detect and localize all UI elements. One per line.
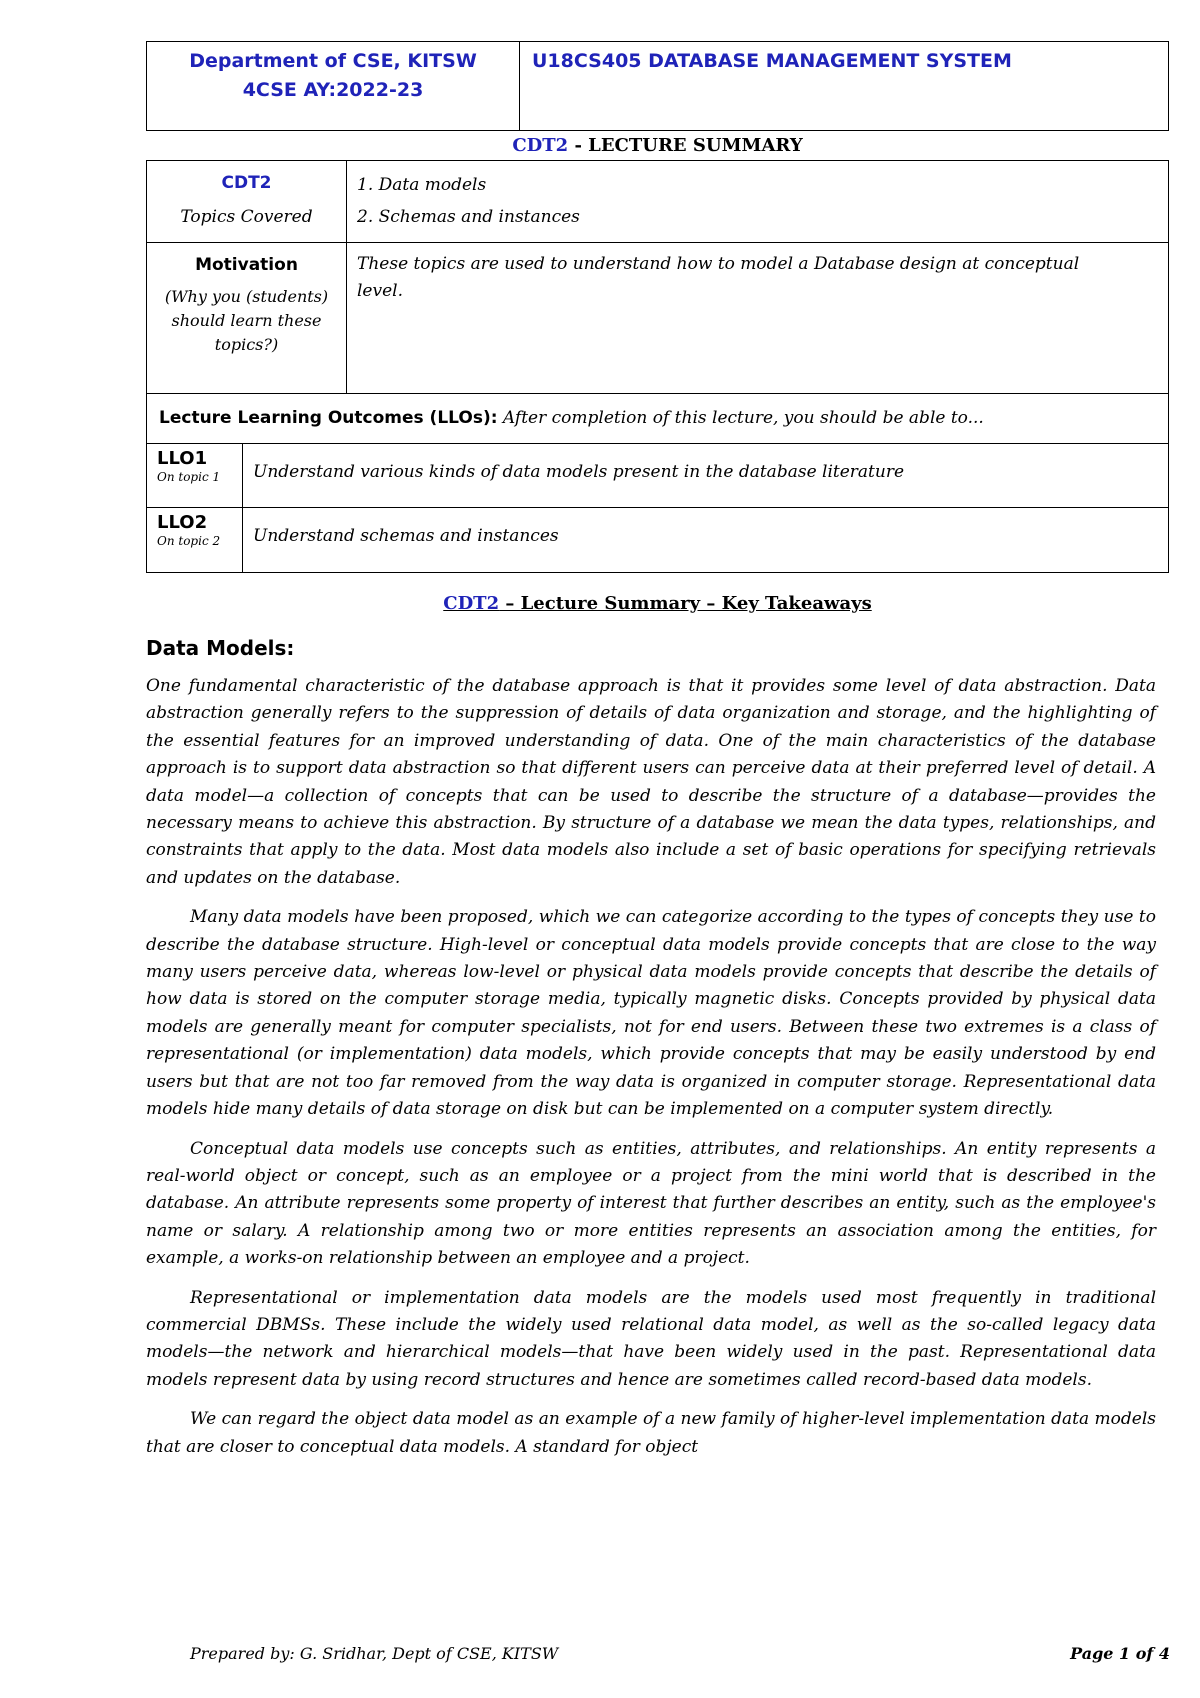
body-text — [146, 673, 1156, 1473]
topics-table — [146, 160, 1169, 394]
lecture-summary-title — [146, 135, 1169, 156]
key-takeaways-code: CDT2 — [443, 593, 500, 614]
llo-text: Understand schemas and instances — [253, 526, 559, 546]
page-number: Page 1 of 4 — [1070, 1644, 1170, 1663]
paragraph: Representational or implementation data models are the models used most frequently in traditional commercial DBMSs. These include the widely used relational data model, as well as the so-called legacy data models—the network and hierarchical models—that have been widely used in the past. Representational data models represent data by using record structures and hence are sometimes called record-based data models. — [146, 1287, 1156, 1390]
topics-row — [147, 161, 1168, 243]
motivation-label: Motivation — [195, 255, 298, 275]
llo-intro-italic: After completion of this lecture, you should be able to... — [497, 408, 984, 428]
department-info — [147, 42, 520, 130]
summary-title-text: - LECTURE SUMMARY — [568, 135, 803, 156]
motivation-text: These topics are used to understand how to model a Database design at conceptual level. — [357, 254, 1080, 301]
llo-id-cell — [147, 444, 243, 507]
page-footer — [190, 1644, 1170, 1663]
summary-code: CDT2 — [512, 135, 569, 156]
llo-topic: On topic 1 — [157, 470, 221, 484]
llo-intro — [146, 392, 1169, 444]
llo-text: Understand various kinds of data models present in the database literature — [253, 462, 905, 482]
topics-covered-label: Topics Covered — [180, 207, 313, 227]
topics-label-cell — [147, 161, 347, 242]
paragraph: We can regard the object data model as an example of a new family of higher-level implementation data models that are closer to conceptual data models. A standard for object — [146, 1409, 1156, 1457]
prepared-by: Prepared by: G. Sridhar, Dept of CSE, KITSW — [190, 1644, 559, 1663]
motivation-note: (Why you (students) should learn these topics?) — [164, 287, 329, 354]
topic-item: 2. Schemas and instances — [357, 207, 580, 227]
llo-id: LLO1 — [157, 448, 208, 469]
topic-item: 1. Data models — [357, 175, 487, 195]
llo-row — [147, 444, 1168, 508]
paragraph: Conceptual data models use concepts such as entities, attributes, and relationships. An entity represents a real-world object or concept, such as an employee or a project from the mini world that is described in the database. An attribute represents some property of interest that further describes an entity, such as the employee's name or salary. A relationship among two or more entities represents an association among the entities, for example, a works-on relationship between an employee and a project. — [146, 1138, 1156, 1269]
llo-topic: On topic 2 — [157, 534, 221, 548]
topics-code-label: CDT2 — [221, 173, 272, 193]
key-takeaways-title — [146, 593, 1169, 614]
llo-id: LLO2 — [157, 512, 208, 533]
header-box — [146, 41, 1169, 131]
llo-id-cell — [147, 508, 243, 572]
section-heading: Data Models: — [146, 636, 295, 660]
academic-year-line: 4CSE AY:2022-23 — [242, 79, 424, 101]
department-line: Department of CSE, KITSW — [189, 50, 477, 72]
motivation-row — [147, 243, 1168, 393]
paragraph: Many data models have been proposed, which we can categorize according to the types of concepts they use to describe the database structure. High-level or conceptual data models provide concepts that are close to the way many users perceive data, whereas low-level or physical data models provide concepts that describe the details of how data is stored on the computer storage media, typically magnetic disks. Concepts provided by physical data models are generally meant for computer specialists, not for end users. Between these two extremes is a class of representational (or implementation) data models, which provide concepts that may be easily understood by end users but that are not too far removed from the way data is organized in computer storage. Representational data models hide many details of data storage on disk but can be implemented on a computer system directly. — [146, 907, 1156, 1120]
topics-list — [347, 161, 1168, 242]
course-title: U18CS405 DATABASE MANAGEMENT SYSTEM — [532, 50, 1012, 72]
llo-table — [146, 443, 1169, 573]
paragraph: One fundamental characteristic of the database approach is that it provides some level of data abstraction. Data abstraction generally refers to the suppression of details of data organization and storage, and the highlighting of the essential features for an improved understanding of data. One of the main characteristics of the database approach is to support data abstraction so that different users can perceive data at their preferred level of detail. A data model—a collection of concepts that can be used to describe the structure of a database—provides the necessary means to achieve this abstraction. By structure of a database we mean the data types, relationships, and constraints that apply to the data. Most data models also include a set of basic operations for specifying retrievals and updates on the database. — [146, 676, 1156, 888]
llo-row — [147, 508, 1168, 572]
motivation-label-cell — [147, 243, 347, 393]
key-takeaways-text: – Lecture Summary – Key Takeaways — [499, 593, 872, 614]
llo-intro-bold: Lecture Learning Outcomes (LLOs): — [159, 408, 498, 428]
